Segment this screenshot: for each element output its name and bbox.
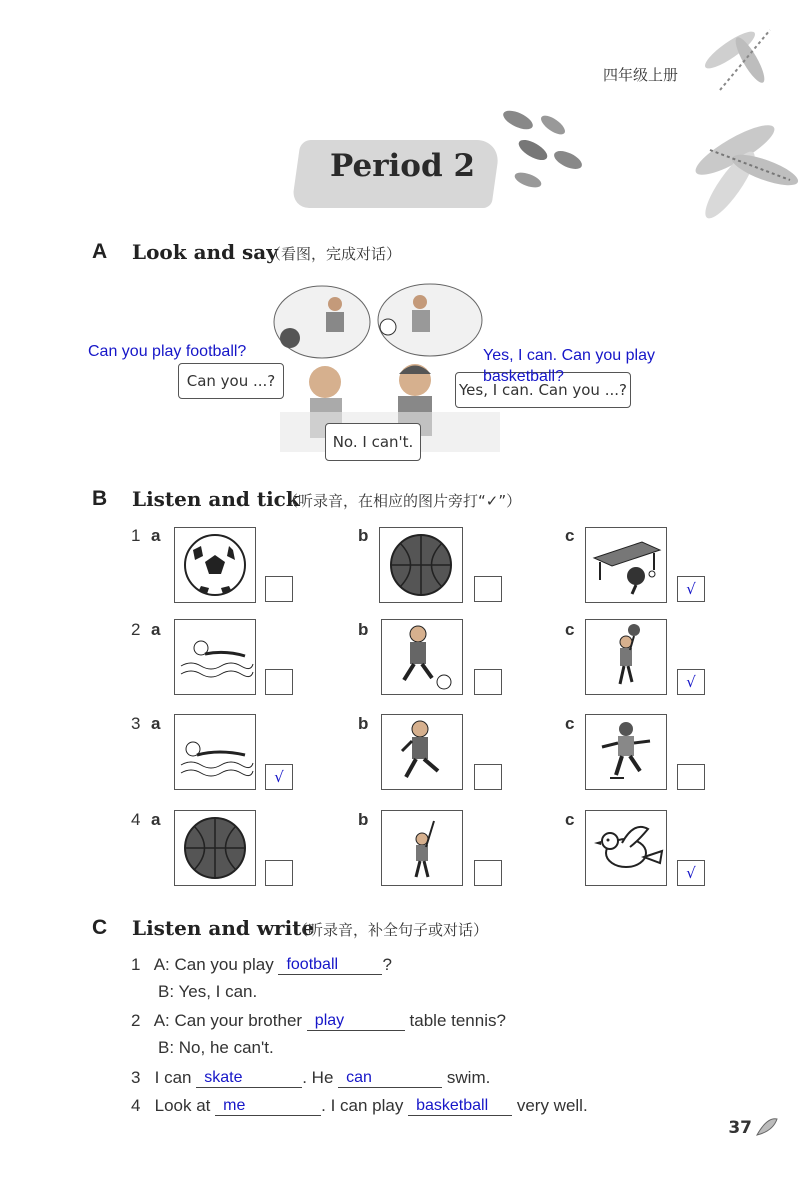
section-a-instruction: （看图，完成对话） (266, 245, 402, 263)
question-4 (131, 1095, 588, 1116)
tick-box[interactable] (474, 669, 502, 695)
answer-text: me (223, 1097, 246, 1114)
picture-boy-reaching (381, 810, 463, 886)
boy-basketball-icon (586, 620, 666, 694)
section-c-title: Listen and write (132, 916, 315, 940)
answer-right-line2: basketball? (483, 368, 564, 385)
question-text: A: Can you play (153, 955, 274, 974)
row-number: 3 (131, 714, 141, 733)
question-text: swim. (446, 1068, 491, 1087)
picture-bird (585, 810, 667, 886)
question-number: 3 (131, 1068, 141, 1087)
question-text: table tennis? (409, 1011, 506, 1030)
answer-left: Can you play football? (88, 343, 247, 360)
picture-swimmer (174, 619, 256, 695)
question-2-reply: B: No, he can't. (158, 1038, 274, 1057)
answer-blank[interactable] (408, 1095, 512, 1116)
section-c-instruction: （听录音，补全句子或对话） (293, 921, 489, 939)
answer-text: football (286, 956, 339, 973)
option-label: c (565, 620, 575, 639)
question-number: 2 (131, 1011, 141, 1030)
option-label: b (358, 714, 369, 733)
section-a-letter: A (92, 240, 108, 263)
speech-bubble-yes: Yes, I can. Can you ...? (455, 372, 631, 408)
tick-box[interactable]: √ (677, 860, 705, 886)
question-3 (131, 1067, 490, 1088)
picture-boy-football (381, 619, 463, 695)
answer-blank[interactable] (196, 1067, 302, 1088)
boy-running-icon (382, 715, 462, 789)
option-label: c (565, 526, 575, 545)
question-number: 1 (131, 955, 141, 974)
question-number: 4 (131, 1096, 141, 1115)
swimmer-icon (175, 715, 255, 789)
tick-box[interactable] (677, 764, 705, 790)
question-text: A: Can your brother (153, 1011, 303, 1030)
picture-boy-basketball (585, 619, 667, 695)
option-label: a (151, 620, 161, 639)
row-number: 2 (131, 620, 141, 639)
picture-skater (585, 714, 667, 790)
question-text: Look at (154, 1096, 211, 1115)
picture-table-tennis (585, 527, 667, 603)
picture-boy-running (381, 714, 463, 790)
answer-right-line1: Yes, I can. Can you play (483, 347, 655, 364)
row-number: 4 (131, 810, 141, 829)
answer-blank[interactable] (278, 954, 382, 975)
skater-icon (586, 715, 666, 789)
speech-bubble-question: Can you ...? (178, 363, 284, 399)
page-title: Period 2 (330, 148, 476, 184)
tick-box[interactable]: √ (677, 669, 705, 695)
picture-basketball (379, 527, 463, 603)
basketball-icon (175, 811, 255, 885)
option-label: b (358, 810, 369, 829)
fish-icon (488, 100, 598, 200)
question-text: ? (382, 955, 392, 974)
section-b-letter: B (92, 487, 108, 510)
section-a-title: Look and say (132, 240, 278, 264)
leaf-icon (755, 1115, 779, 1139)
option-label: b (358, 526, 369, 545)
picture-basketball (174, 810, 256, 886)
swimmer-icon (175, 620, 255, 694)
section-b-instruction: （听录音，在相应的图片旁打“✓”） (283, 492, 522, 510)
page-number: 37 (728, 1118, 752, 1138)
answer-blank[interactable] (338, 1067, 442, 1088)
question-text: very well. (516, 1096, 588, 1115)
picture-swimmer (174, 714, 256, 790)
section-b-title: Listen and tick (132, 487, 300, 511)
question-1-reply: B: Yes, I can. (158, 982, 258, 1001)
answer-blank[interactable] (215, 1095, 321, 1116)
table-tennis-icon (586, 528, 666, 602)
tick-box[interactable] (474, 860, 502, 886)
tick-box[interactable] (265, 860, 293, 886)
question-text: . I can play (321, 1096, 404, 1115)
dragonfly-icon (690, 20, 790, 110)
option-label: c (565, 810, 575, 829)
question-text: I can (154, 1068, 192, 1087)
football-icon (175, 528, 255, 602)
option-label: a (151, 714, 161, 733)
grade-label: 四年级上册 (602, 66, 678, 84)
question-2 (131, 1010, 506, 1031)
row-number: 1 (131, 526, 141, 545)
answer-text: play (314, 1012, 345, 1029)
speech-bubble-no: No. I can't. (325, 423, 421, 461)
tick-box[interactable]: √ (677, 576, 705, 602)
picture-football (174, 527, 256, 603)
boy-reaching-icon (382, 811, 462, 885)
section-c-letter: C (92, 916, 108, 939)
tick-box[interactable] (265, 669, 293, 695)
tick-box[interactable] (474, 576, 502, 602)
tick-box[interactable] (265, 576, 293, 602)
option-label: a (151, 810, 161, 829)
dragonfly-icon (680, 100, 800, 230)
option-label: c (565, 714, 575, 733)
option-label: b (358, 620, 369, 639)
question-1 (131, 954, 392, 975)
answer-blank[interactable] (307, 1010, 405, 1031)
answer-text: basketball (416, 1097, 489, 1114)
option-label: a (151, 526, 161, 545)
question-text: . He (302, 1068, 334, 1087)
tick-box[interactable]: √ (265, 764, 293, 790)
bird-icon (586, 811, 666, 885)
answer-text: can (346, 1069, 372, 1086)
basketball-icon (380, 528, 462, 602)
boy-football-icon (382, 620, 462, 694)
tick-box[interactable] (474, 764, 502, 790)
answer-text: skate (204, 1069, 243, 1086)
